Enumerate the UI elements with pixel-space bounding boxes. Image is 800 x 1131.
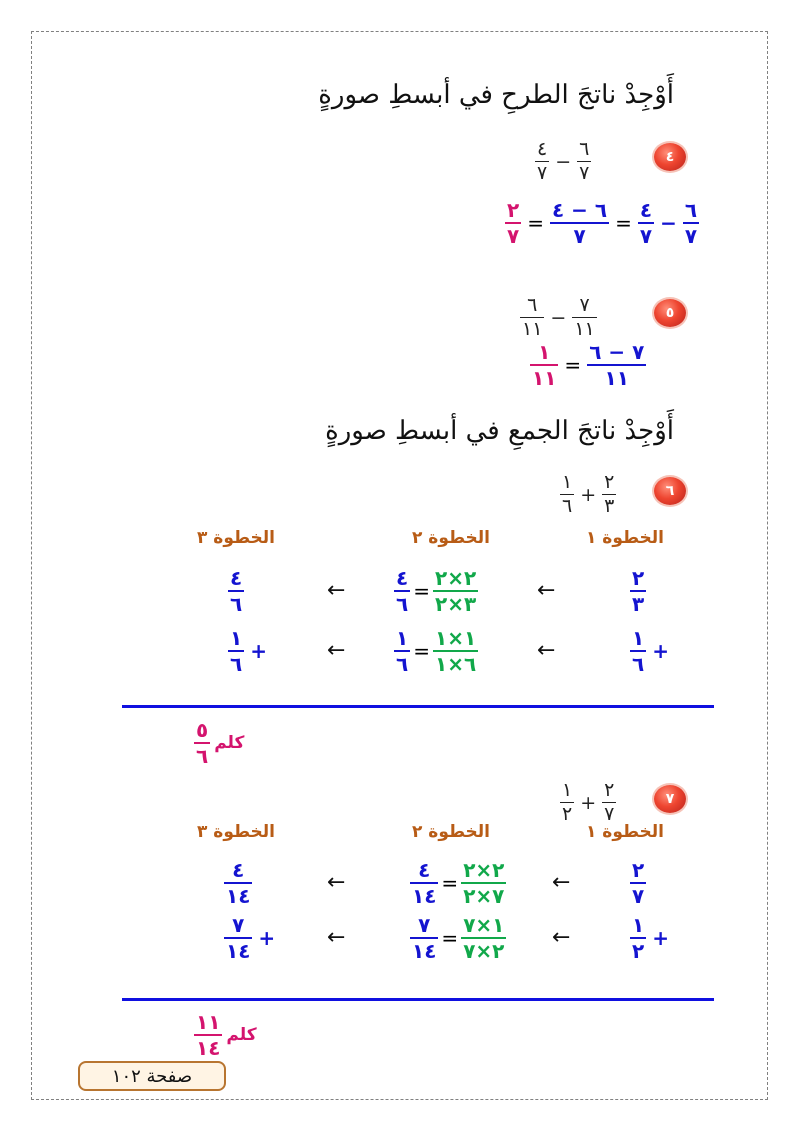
- question-fraction: $\frac{٧}{١١}$: [574, 294, 595, 340]
- question-fraction: $\frac{٢}{٧}$: [604, 779, 615, 825]
- problem-7-answer: $\frac{١١}{١٤}$ كلم: [196, 1010, 257, 1060]
- solution-fraction: $\frac{٦}{٧}$: [684, 198, 698, 248]
- question-fraction: $\frac{٦}{١١}$: [522, 294, 543, 340]
- step-1-fraction: $\frac{٢}{٧}$: [632, 858, 645, 908]
- step-2-expression: $\frac{١}{٦}$ = $\frac{١\times ١}{٦\times ١}$: [396, 626, 477, 676]
- problem-4-badge: ٤: [654, 143, 686, 171]
- minus-sign: −: [550, 306, 567, 329]
- arrow-icon: ←: [327, 638, 346, 663]
- step-1-fraction: $\frac{١}{٦}$ +: [632, 626, 669, 676]
- problem-5-solution: [530, 342, 646, 388]
- minus-sign: −: [660, 211, 677, 235]
- step-3-fraction: $\frac{٤}{٦}$: [230, 566, 243, 616]
- sum-rule: [122, 998, 714, 1001]
- problem-7-question: [560, 781, 616, 824]
- arrow-icon: ←: [552, 870, 571, 895]
- step-2-expression: $\frac{٧}{١٤}$ = $\frac{١\times ٧}{٢\times ٧}$: [412, 913, 505, 963]
- problem-5-question: [520, 296, 597, 339]
- question-fraction: $\frac{٢}{٣}$: [604, 471, 615, 517]
- problem-6-question: [560, 473, 616, 516]
- question-fraction: $\frac{٦}{٧}$: [579, 138, 590, 184]
- step-3-fraction: $\frac{٧}{١٤}$ +: [226, 913, 276, 963]
- step-2-expression: $\frac{٤}{١٤}$ = $\frac{٢\times ٢}{٧\times ٢}$: [412, 858, 505, 908]
- equals-sign: =: [564, 353, 582, 377]
- equals-sign: =: [527, 211, 544, 235]
- arrow-icon: ←: [327, 870, 346, 895]
- sum-rule: [122, 705, 714, 708]
- step-1-heading: الخطوة ١: [585, 528, 664, 548]
- step-1-heading: الخطوة ١: [585, 822, 664, 842]
- arrow-icon: ←: [552, 925, 571, 950]
- step-1-fraction: $\frac{٢}{٣}$: [632, 566, 645, 616]
- addition-heading: أَوْجِدْ ناتجَ الجمعِ في أبسطِ صورةٍ: [325, 416, 674, 446]
- arrow-icon: ←: [327, 578, 346, 603]
- problem-4-solution: [505, 200, 699, 246]
- problem-7-badge: ٧: [654, 785, 686, 813]
- problem-6-answer: $\frac{٥}{٦}$ كلم: [196, 718, 245, 768]
- step-3-heading: الخطوة ٣: [196, 528, 275, 548]
- plus-sign: +: [580, 483, 597, 506]
- page-number-label: صفحة ١٠٢: [78, 1061, 226, 1091]
- subtraction-heading: أَوْجِدْ ناتجَ الطرحِ في أبسطِ صورةٍ: [318, 80, 674, 110]
- plus-sign: +: [580, 791, 597, 814]
- problem-6-badge: ٦: [654, 477, 686, 505]
- result-fraction: $\frac{٢}{٧}$: [507, 198, 520, 248]
- step-1-fraction: $\frac{١}{٢}$ +: [632, 913, 669, 963]
- problem-5-badge: ٥: [654, 299, 686, 327]
- step-3-fraction: $\frac{٤}{١٤}$: [226, 858, 251, 908]
- combined-fraction: $\frac{٦ - ٤}{٧}$: [551, 198, 608, 248]
- step-2-expression: $\frac{٤}{٦}$ = $\frac{٢\times ٢}{٣\times ٢}$: [396, 566, 477, 616]
- arrow-icon: ←: [537, 638, 556, 663]
- question-fraction: $\frac{١}{٦}$: [562, 471, 573, 517]
- arrow-icon: ←: [327, 925, 346, 950]
- equals-sign: =: [615, 211, 632, 235]
- solution-fraction: $\frac{٤}{٧}$: [639, 198, 653, 248]
- question-fraction: $\frac{١}{٢}$: [562, 779, 573, 825]
- combined-fraction: $\frac{٧ - ٦}{١١}$: [589, 340, 645, 390]
- step-3-heading: الخطوة ٣: [196, 822, 275, 842]
- minus-sign: −: [555, 150, 572, 173]
- result-fraction: $\frac{١}{١١}$: [532, 340, 557, 390]
- problem-4-question: [535, 140, 591, 183]
- arrow-icon: ←: [537, 578, 556, 603]
- question-fraction: $\frac{٤}{٧}$: [537, 138, 548, 184]
- step-3-fraction: $\frac{١}{٦}$ +: [230, 626, 267, 676]
- step-2-heading: الخطوة ٢: [411, 822, 490, 842]
- step-2-heading: الخطوة ٢: [411, 528, 490, 548]
